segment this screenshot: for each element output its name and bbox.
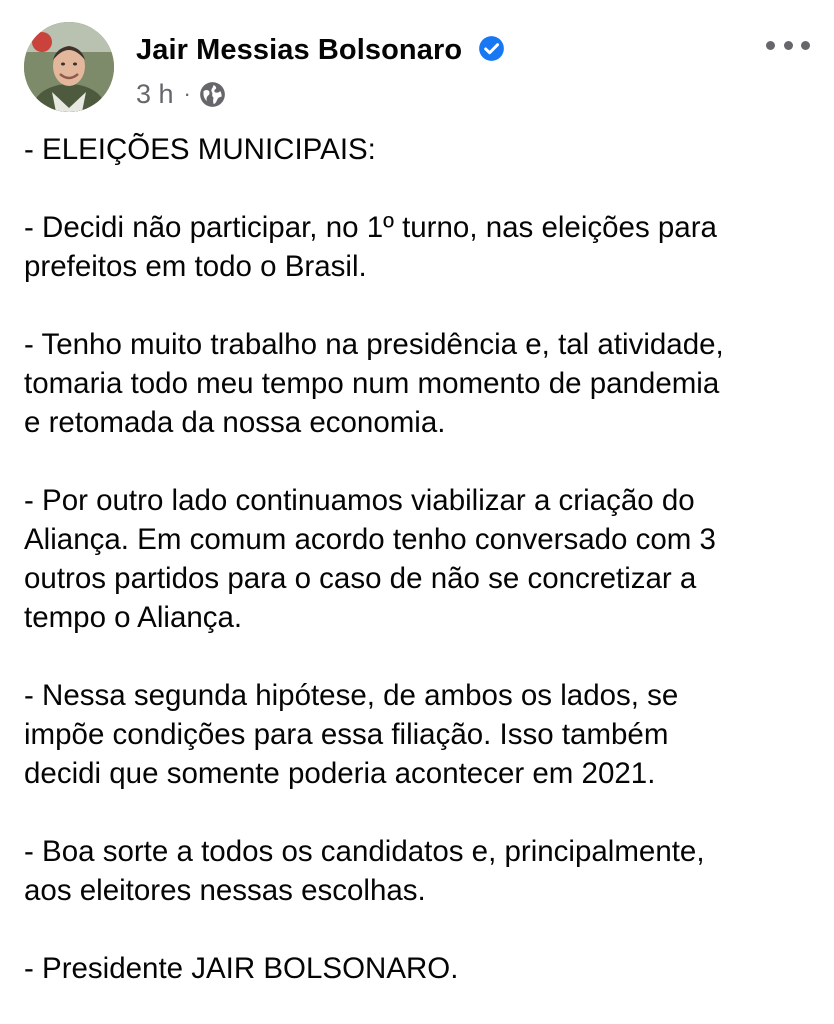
post-text-line: - ELEIÇÕES MUNICIPAIS: — [24, 133, 376, 166]
post-text-line: - Decidi não participar, no 1º turno, nas eleições para — [24, 211, 717, 244]
post-paragraph — [24, 481, 804, 637]
avatar[interactable] — [24, 22, 114, 112]
post-text-line: - Nessa segunda hipótese, de ambos os lados, se — [24, 679, 679, 712]
avatar-photo — [24, 22, 114, 112]
post-paragraph — [24, 130, 804, 169]
post-text-line: tomaria todo meu tempo num momento de pandemia — [24, 367, 720, 400]
verified-badge-icon — [478, 35, 505, 62]
globe-icon[interactable] — [199, 81, 226, 108]
meta-separator: · — [183, 81, 191, 106]
post-paragraph — [24, 208, 804, 286]
post-meta — [136, 77, 226, 111]
post-timestamp[interactable]: 3 h — [136, 78, 174, 109]
post-text-line: aos eleitores nessas escolhas. — [24, 874, 426, 907]
post-header — [24, 22, 814, 114]
post-text-line: - Presidente JAIR BOLSONARO. — [24, 952, 459, 985]
post-paragraph — [24, 676, 804, 793]
post-body — [24, 130, 804, 1024]
post-text-line: - Por outro lado continuamos viabilizar a criação do — [24, 484, 695, 517]
post-text-line: outros partidos para o caso de não se concretizar a — [24, 562, 697, 595]
post-paragraph — [24, 325, 804, 442]
post-paragraph — [24, 832, 804, 910]
post-text-line: impõe condições para essa filiação. Isso também — [24, 718, 669, 751]
author-name[interactable]: Jair Messias Bolsonaro — [136, 34, 463, 66]
more-dot — [766, 41, 775, 50]
post-paragraph — [24, 949, 804, 988]
post-text-line: prefeitos em todo o Brasil. — [24, 250, 367, 283]
more-dot — [784, 41, 793, 50]
more-options-icon[interactable] — [766, 34, 810, 56]
author-name-row[interactable] — [136, 34, 505, 67]
post-text-line: - Boa sorte a todos os candidatos e, principalmente, — [24, 835, 705, 868]
post-text-line: Aliança. Em comum acordo tenho conversado com 3 — [24, 523, 716, 556]
post-text-line: decidi que somente poderia acontecer em 2021. — [24, 757, 656, 790]
post-text-line: e retomada da nossa economia. — [24, 406, 446, 439]
more-dot — [801, 41, 810, 50]
post-text-line: - Tenho muito trabalho na presidência e, tal atividade, — [24, 328, 724, 361]
post-text-line: tempo o Aliança. — [24, 601, 243, 634]
